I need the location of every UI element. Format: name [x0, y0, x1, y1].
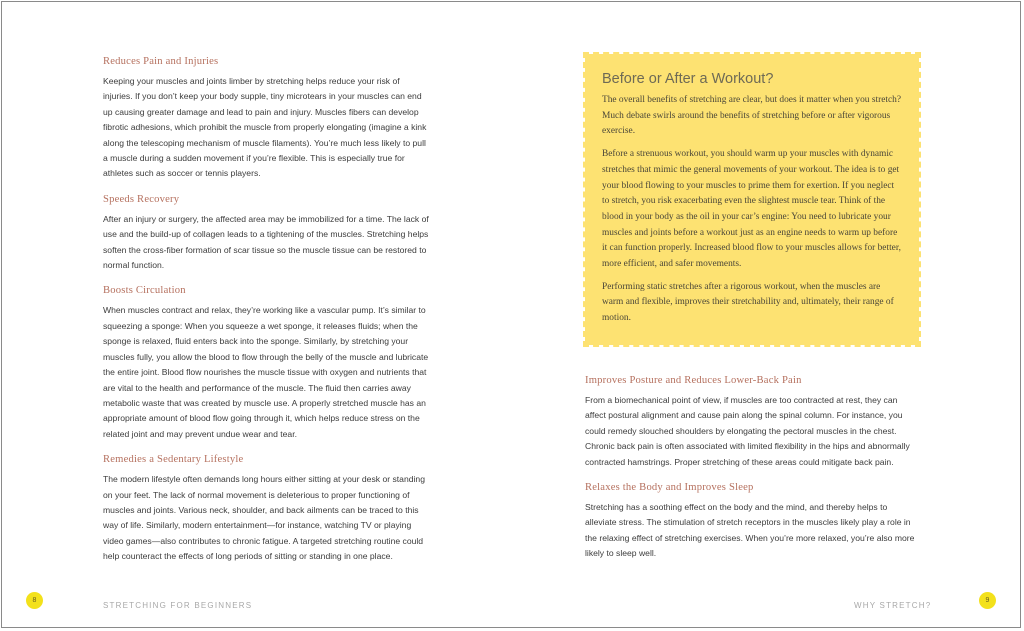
page-number-badge-right: 9 [979, 592, 996, 609]
section-heading: Improves Posture and Reduces Lower-Back Pain [585, 375, 802, 386]
section-sedentary-lifestyle [103, 453, 431, 564]
section-heading: Remedies a Sedentary Lifestyle [103, 454, 244, 466]
callout-title: Before or After a Workout? [602, 71, 774, 87]
section-improves-posture [585, 374, 918, 470]
section-body: Keeping your muscles and joints limber by stretching helps reduce your risk of injuries. If you don’t keep your body supple, tiny microtears in your muscles can end up causing greater damage and lead to pain and injury. Muscles fibers can develop fibrotic adhesions, which prohibit the muscle from properly elongating (imagine a kink along the telescoping mechanism of muscle filaments). You’re much less likely to pull a muscle during a sudden movement if you’re flexible. This is especially true for athletes such as soccer or tennis players. [103, 76, 427, 179]
section-boosts-circulation [103, 284, 431, 442]
section-heading: Boosts Circulation [103, 285, 186, 297]
running-head-left: STRETCHING FOR BEGINNERS [103, 601, 253, 610]
section-speeds-recovery [103, 193, 431, 274]
section-heading: Speeds Recovery [103, 193, 180, 205]
section-body: Stretching has a soothing effect on the body and the mind, and thereby helps to alleviate stress. The stimulation of stretch receptors in the muscles likely play a role in the relaxing effect of stretching exercises. When you’re more relaxed, you’re also more likely to sleep well. [585, 502, 915, 559]
section-relaxes-body [585, 481, 918, 562]
section-body: When muscles contract and relax, they’re working like a vascular pump. It’s similar to squeezing a sponge: When you squeeze a wet sponge, it releases fluids; when the sponge is relaxed, fluid enters back into the sponge. Similarly, by stretching your muscles fully, you allow the blood to flow through the belly of the muscle and lubricate the entire joint. Blood flow nourishes the muscle tissue with oxygen and nutrients that are vital to the health and performance of the muscle. The fluid then carries away metabolic waste that was created by muscle use. A properly stretched muscle has an appropriate amount of blood flow going through it, which helps reduce stress on the related joint and may prevent undue wear and tear. [103, 305, 429, 439]
section-body: The modern lifestyle often demands long hours either sitting at your desk or standing on your feet. The lack of normal movement is deleterious to proper functioning of muscles and joints. Various neck, shoulder, and back ailments can be traced to this way of life. Similarly, modern entertainment—for instance, watching TV or playing video games—also contributes to chronic fatigue. A targeted stretching routine could help counteract the effects of long periods of sitting or standing in one place. [103, 474, 425, 562]
page-number-badge-left: 8 [26, 592, 43, 609]
right-page-column [585, 374, 918, 573]
section-body: From a biomechanical point of view, if muscles are too contracted at rest, they can affect postural alignment and cause pain along the spinal column. For instance, you could remedy slouched shoulders by elongating the pectoral muscles in the chest. Chronic back pain is often associated with limited flexibility in the hips and abnormally contracted hamstrings. Proper stretching of these areas could mitigate back pain. [585, 395, 910, 467]
callout-box [585, 54, 919, 345]
left-page-column [103, 55, 431, 576]
callout-paragraph: Before a strenuous workout, you should warm up your muscles with dynamic stretches that mimic the general movements of your workout. The idea is to get your blood flowing to your muscles to prime them for exertion. If you neglect to stretch, you risk exacerbating even the slightest muscle tear. Think of the blood in your body as the oil in your car’s engine: You need to lubricate your muscles and joints before a workout just as an engine needs to warm up before it can function properly. Increased blood flow to your muscles allows for better, more efficient, and safer movements. [602, 149, 901, 270]
section-reduces-pain [103, 55, 431, 182]
section-body: After an injury or surgery, the affected area may be immobilized for a time. The lack of use and the build-up of collagen leads to a tightening of the muscles. Stretching helps soften the cross-fiber formation of scar tissue so the muscle tissue can be restored to normal function. [103, 213, 429, 271]
running-head-right: WHY STRETCH? [854, 601, 932, 610]
callout-paragraph: Performing static stretches after a rigorous workout, when the muscles are warm and flexible, improves their stretchability and, ultimately, their range of motion. [602, 281, 894, 324]
section-heading: Reduces Pain and Injuries [103, 56, 219, 67]
callout-paragraph: The overall benefits of stretching are clear, but does it matter when you stretch? Much debate swirls around the benefits of stretching before or after vigorous exercise. [602, 95, 901, 137]
section-heading: Relaxes the Body and Improves Sleep [585, 482, 754, 494]
